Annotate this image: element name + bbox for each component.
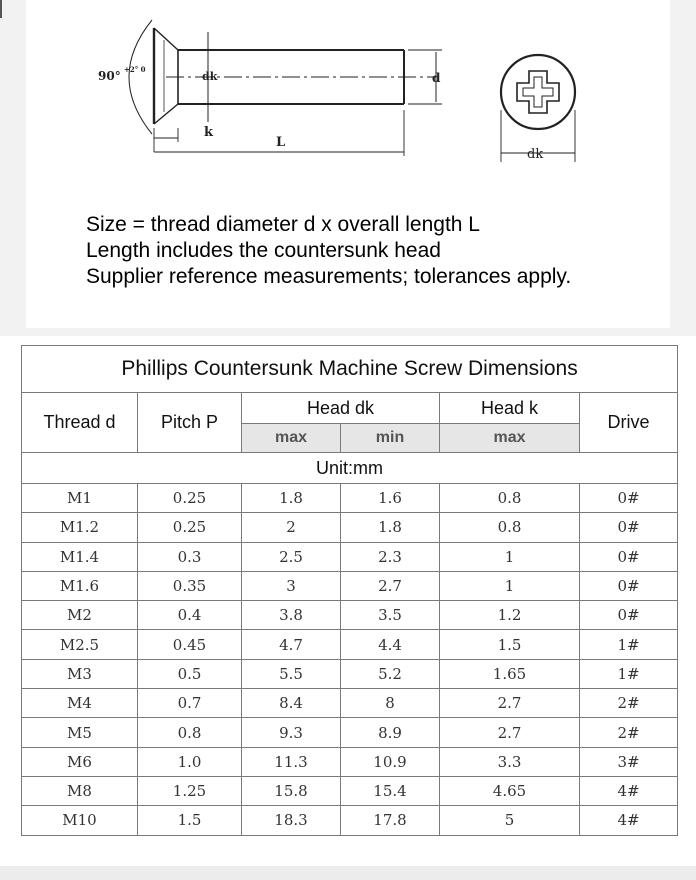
cell-thread: M1.6 — [22, 571, 138, 600]
dimension-table-panel — [0, 336, 696, 866]
cell-drive: 2# — [580, 689, 678, 718]
table-row — [22, 630, 678, 659]
cell-dk-min: 2.7 — [341, 571, 440, 600]
screw-technical-drawing — [26, 0, 670, 182]
cell-drive: 4# — [580, 776, 678, 805]
k-label: k — [204, 125, 214, 140]
cell-k-max: 3.3 — [440, 747, 580, 776]
header-dk-min: min — [341, 424, 440, 453]
cell-drive: 1# — [580, 659, 678, 688]
header-pitch: Pitch P — [138, 393, 242, 453]
cell-dk-max: 9.3 — [242, 718, 341, 747]
cell-pitch: 0.3 — [138, 542, 242, 571]
table-row — [22, 806, 678, 835]
cell-dk-min: 15.4 — [341, 776, 440, 805]
note-length: Length includes the countersunk head — [86, 239, 441, 262]
cell-dk-max: 15.8 — [242, 776, 341, 805]
cell-dk-min: 4.4 — [341, 630, 440, 659]
cell-thread: M3 — [22, 659, 138, 688]
table-row — [22, 542, 678, 571]
header-k-max: max — [440, 424, 580, 453]
cell-k-max: 0.8 — [440, 484, 580, 513]
cell-dk-min: 17.8 — [341, 806, 440, 835]
table-row — [22, 513, 678, 542]
cell-drive: 0# — [580, 601, 678, 630]
cell-k-max: 1 — [440, 571, 580, 600]
table-row — [22, 747, 678, 776]
cell-thread: M5 — [22, 718, 138, 747]
dimension-table — [21, 345, 678, 836]
cell-pitch: 1.0 — [138, 747, 242, 776]
window-edge — [0, 0, 2, 18]
size-notes — [26, 182, 670, 328]
cell-thread: M2 — [22, 601, 138, 630]
table-row — [22, 659, 678, 688]
note-size: Size = thread diameter d x overall length L — [86, 213, 480, 236]
cell-pitch: 0.5 — [138, 659, 242, 688]
cell-pitch: 0.7 — [138, 689, 242, 718]
cell-drive: 0# — [580, 542, 678, 571]
table-row — [22, 776, 678, 805]
cell-drive: 4# — [580, 806, 678, 835]
cell-drive: 2# — [580, 718, 678, 747]
header-head-dk: Head dk — [242, 393, 440, 424]
table-row — [22, 484, 678, 513]
cell-thread: M1 — [22, 484, 138, 513]
cell-drive: 0# — [580, 484, 678, 513]
cell-k-max: 0.8 — [440, 513, 580, 542]
note-tolerance: Supplier reference measurements; tolerances apply. — [86, 265, 572, 288]
cell-pitch: 0.25 — [138, 513, 242, 542]
cell-k-max: 4.65 — [440, 776, 580, 805]
cell-dk-min: 3.5 — [341, 601, 440, 630]
cell-dk-max: 8.4 — [242, 689, 341, 718]
angle-label: 90° — [98, 69, 121, 83]
header-dk-max: max — [242, 424, 341, 453]
table-row — [22, 689, 678, 718]
cell-drive: 3# — [580, 747, 678, 776]
cell-thread: M4 — [22, 689, 138, 718]
table-row — [22, 571, 678, 600]
cell-pitch: 0.8 — [138, 718, 242, 747]
cell-dk-min: 2.3 — [341, 542, 440, 571]
angle-tolerance-label: +2° 0 — [124, 65, 146, 74]
screw-drawing-panel — [26, 0, 670, 182]
cell-thread: M10 — [22, 806, 138, 835]
cell-k-max: 5 — [440, 806, 580, 835]
cell-pitch: 1.5 — [138, 806, 242, 835]
cell-pitch: 1.25 — [138, 776, 242, 805]
cell-k-max: 2.7 — [440, 718, 580, 747]
cell-k-max: 2.7 — [440, 689, 580, 718]
cell-dk-min: 5.2 — [341, 659, 440, 688]
cell-dk-min: 1.6 — [341, 484, 440, 513]
cell-k-max: 1 — [440, 542, 580, 571]
cell-dk-max: 18.3 — [242, 806, 341, 835]
cell-dk-max: 5.5 — [242, 659, 341, 688]
cell-dk-min: 8.9 — [341, 718, 440, 747]
cell-dk-min: 10.9 — [341, 747, 440, 776]
dk-side-label: dk — [202, 70, 218, 83]
cell-pitch: 0.4 — [138, 601, 242, 630]
header-thread: Thread d — [22, 393, 138, 453]
table-row — [22, 718, 678, 747]
cell-dk-max: 11.3 — [242, 747, 341, 776]
cell-dk-max: 3.8 — [242, 601, 341, 630]
cell-thread: M2.5 — [22, 630, 138, 659]
cell-thread: M6 — [22, 747, 138, 776]
d-label: d — [432, 71, 441, 85]
header-drive: Drive — [580, 393, 678, 453]
dk-bottom-label: dk — [527, 147, 544, 162]
cell-pitch: 0.45 — [138, 630, 242, 659]
table-title: Phillips Countersunk Machine Screw Dimensions — [22, 346, 678, 393]
cell-dk-max: 3 — [242, 571, 341, 600]
cell-k-max: 1.5 — [440, 630, 580, 659]
cell-pitch: 0.35 — [138, 571, 242, 600]
cell-dk-max: 2.5 — [242, 542, 341, 571]
unit-row: Unit:mm — [22, 453, 678, 484]
cell-drive: 0# — [580, 513, 678, 542]
cell-k-max: 1.2 — [440, 601, 580, 630]
cell-thread: M8 — [22, 776, 138, 805]
header-head-k: Head k — [440, 393, 580, 424]
cell-dk-max: 2 — [242, 513, 341, 542]
cell-thread: M1.4 — [22, 542, 138, 571]
cell-drive: 0# — [580, 571, 678, 600]
cell-dk-max: 1.8 — [242, 484, 341, 513]
length-label: L — [276, 135, 286, 150]
cell-dk-min: 8 — [341, 689, 440, 718]
cell-k-max: 1.65 — [440, 659, 580, 688]
table-row — [22, 601, 678, 630]
cell-dk-max: 4.7 — [242, 630, 341, 659]
cell-dk-min: 1.8 — [341, 513, 440, 542]
cell-drive: 1# — [580, 630, 678, 659]
page-bottom-strip — [0, 866, 696, 880]
cell-thread: M1.2 — [22, 513, 138, 542]
cell-pitch: 0.25 — [138, 484, 242, 513]
